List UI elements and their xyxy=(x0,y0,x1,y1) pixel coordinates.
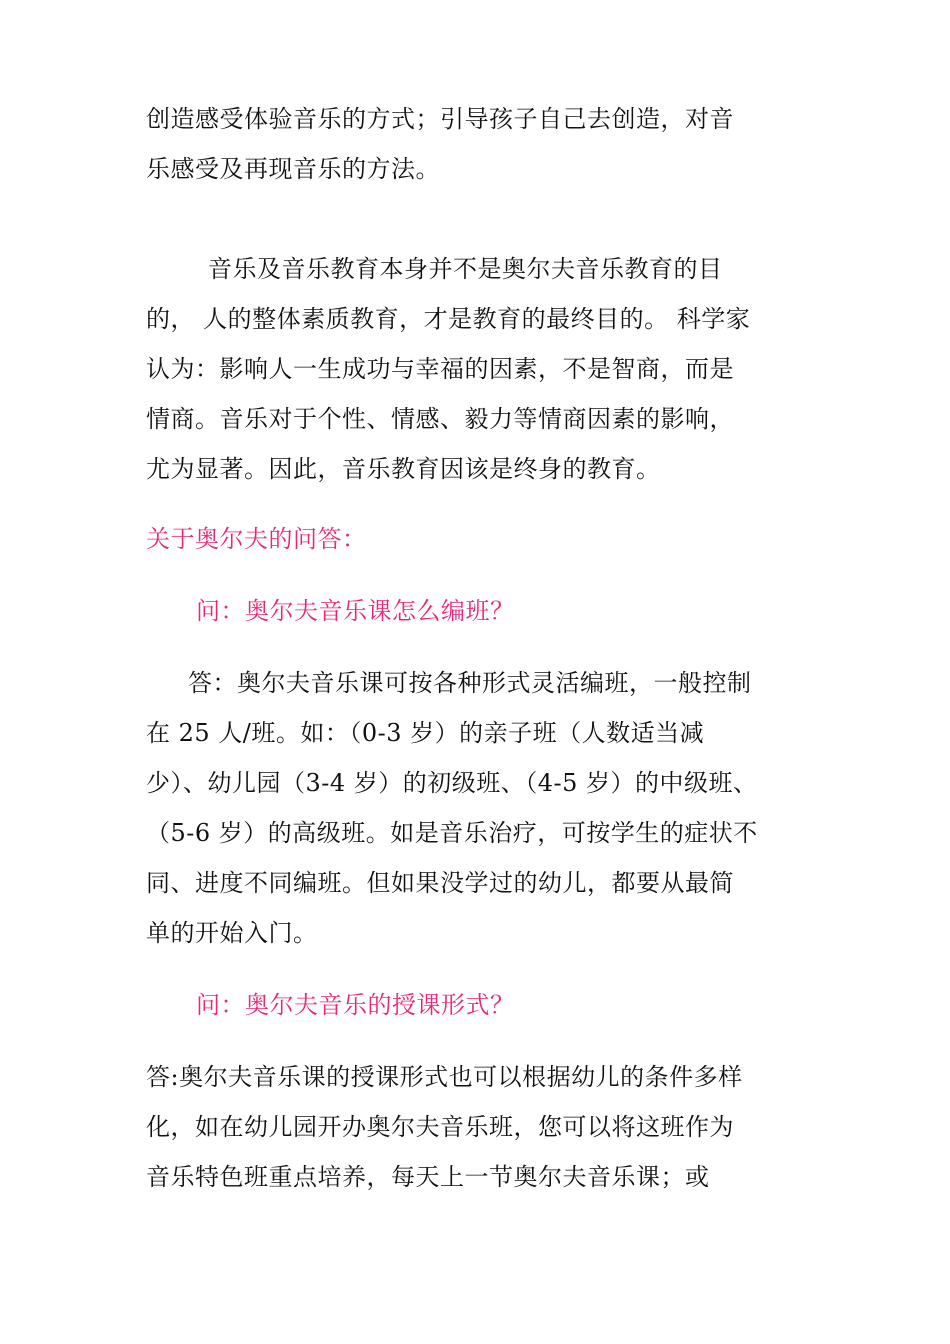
question-class-grouping: 问：奥尔夫音乐课怎么编班？ xyxy=(196,597,515,625)
answer-teaching-format: 答:奥尔夫音乐课的授课形式也可以根据幼儿的条件多样化，如在幼儿园开办奥尔夫音乐班，您可以将这班作为音乐特色班重点培养，每天上一节奥尔夫音乐课；或 xyxy=(146,1063,743,1191)
question-teaching-format: 问：奥尔夫音乐的授课形式？ xyxy=(196,991,515,1019)
section-heading-orff-qa: 关于奥尔夫的问答： xyxy=(146,525,367,553)
answer-class-grouping: 答：奥尔夫音乐课可按各种形式灵活编班，一般控制在 25 人/班。如：（0-3 岁）的亲子班（人数适当减少）、幼儿园（3-4 岁）的初级班、（4-5 岁）的中级班、（5-6 岁）的高级班。如是音乐治疗，可按学生的症状不同、进度不同编班。但如果没学过的幼儿，都要从最简单的开始入门。 xyxy=(146,669,758,947)
paragraph-music-methods: 创造感受体验音乐的方式；引导孩子自己去创造，对音乐感受及再现音乐的方法。 xyxy=(146,105,734,183)
paragraph-education-purpose: 音乐及音乐教育本身并不是奥尔夫音乐教育的目的， 人的整体素质教育，才是教育的最终目的。 科学家认为：影响人一生成功与幸福的因素，不是智商，而是情商。音乐对于个性、情感、毅力等情商因素的影响，尤为显著。因此，音乐教育因该是终身的教育。 xyxy=(146,255,751,483)
